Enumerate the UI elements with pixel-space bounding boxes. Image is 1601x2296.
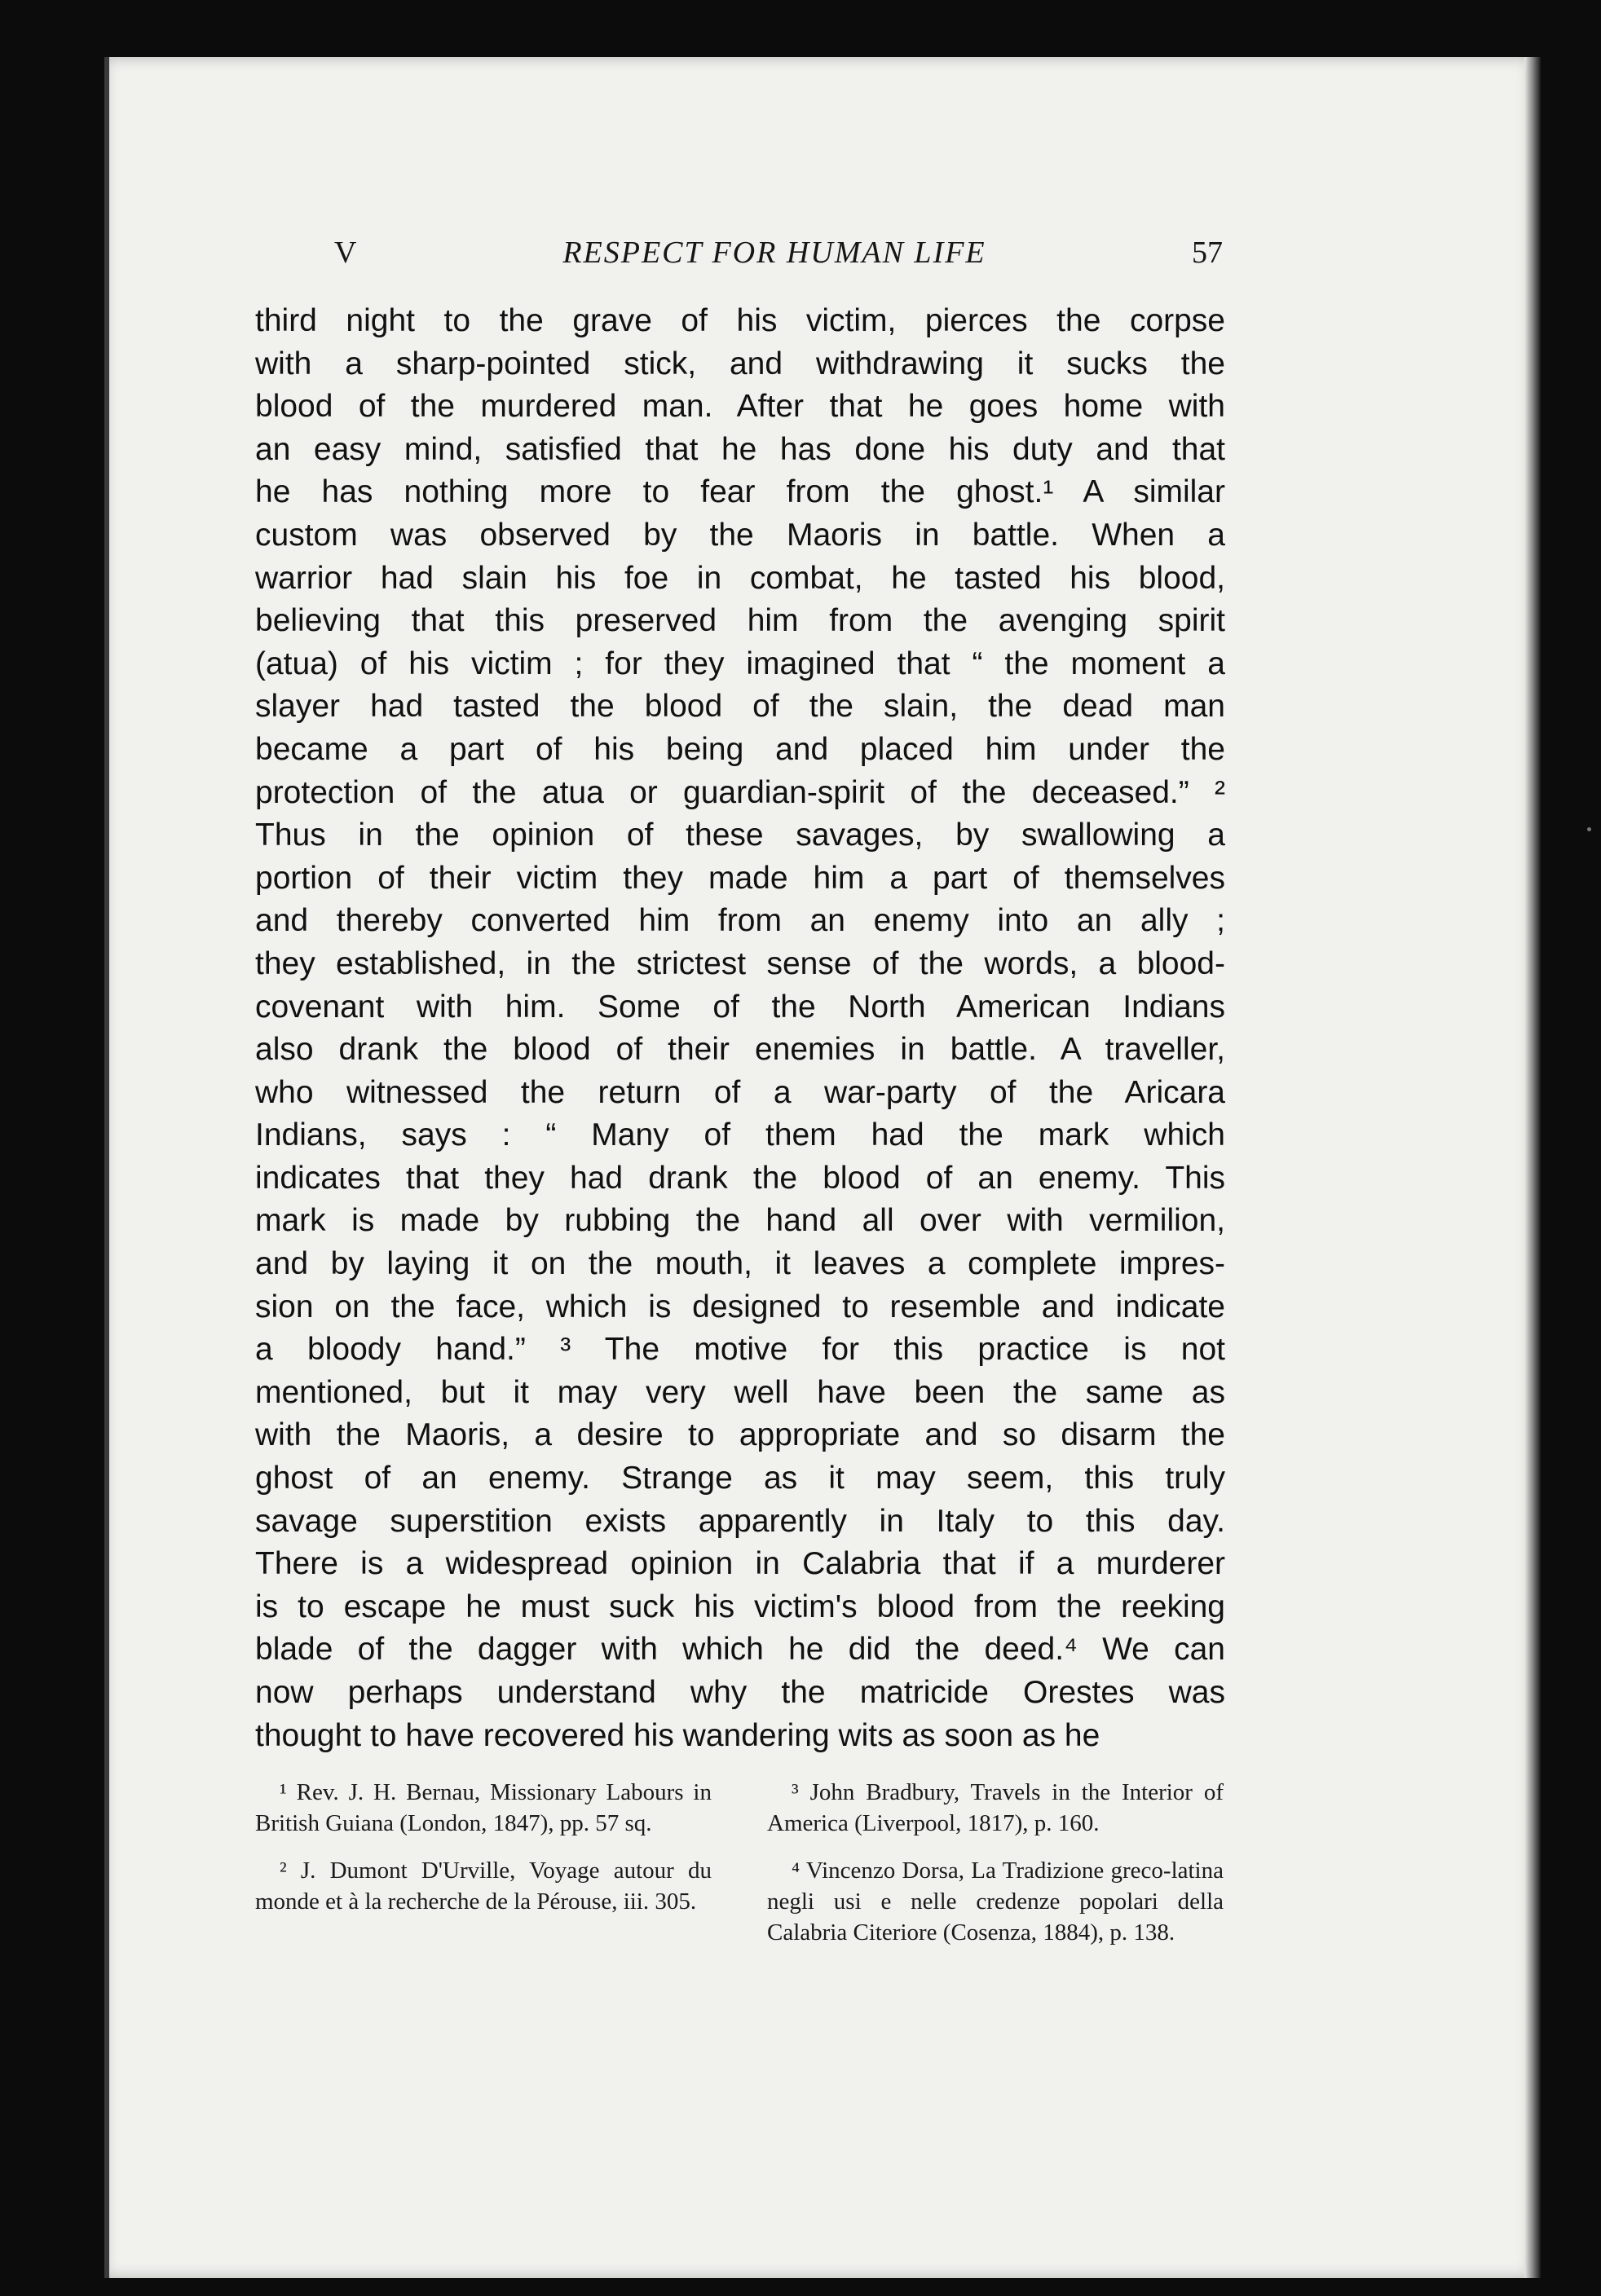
- page-left-edge: [104, 57, 109, 2278]
- scan-speck: [1587, 827, 1591, 831]
- running-header: [326, 235, 1223, 275]
- body-line: now perhaps understand why the matricide Orestes was: [255, 1675, 1225, 1710]
- binding-shadow: [505, 0, 848, 57]
- footnotes-right-column: [767, 1777, 1224, 1964]
- body-line: became a part of his being and placed him under the: [255, 731, 1225, 767]
- body-line: sion on the face, which is designed to resemble and indicate: [255, 1289, 1225, 1324]
- body-line: mark is made by rubbing the hand all over with vermilion,: [255, 1203, 1225, 1239]
- body-line: mentioned, but it may very well have been the same as: [255, 1374, 1225, 1410]
- page-number: 57: [1192, 236, 1223, 270]
- body-line: they established, in the strictest sense of the words, a blood-: [255, 945, 1225, 981]
- body-line: with the Maoris, a desire to appropriate and so disarm the: [255, 1417, 1225, 1453]
- body-line: ghost of an enemy. Strange as it may seem, this truly: [255, 1461, 1225, 1496]
- body-line: (atua) of his victim ; for they imagined that “ the moment a: [255, 646, 1225, 681]
- body-line: blade of the dagger with which he did the deed.⁴ We can: [255, 1632, 1225, 1668]
- body-line: covenant with him. Some of the North American Indians: [255, 989, 1225, 1025]
- body-line: and by laying it on the mouth, it leaves a complete impres-: [255, 1246, 1225, 1282]
- body-line: savage superstition exists apparently in Italy to this day.: [255, 1503, 1225, 1539]
- footnotes-left-column: [255, 1777, 712, 1933]
- body-line: indicates that they had drank the blood of an enemy. This: [255, 1160, 1225, 1196]
- body-line: protection of the atua or guardian-spirit of the deceased.” ²: [255, 774, 1225, 810]
- body-line: thought to have recovered his wandering wits as soon as he: [255, 1717, 1100, 1753]
- body-line: believing that this preserved him from the avenging spirit: [255, 603, 1225, 639]
- body-line: blood of the murdered man. After that he goes home with: [255, 389, 1225, 425]
- body-line: warrior had slain his foe in combat, he tasted his blood,: [255, 560, 1225, 596]
- body-line: custom was observed by the Maoris in battle. When a: [255, 517, 1225, 553]
- body-line: Indians, says : “ Many of them had the mark which: [255, 1117, 1225, 1153]
- body-line: third night to the grave of his victim, pierces the corpse: [255, 303, 1225, 338]
- body-line: is to escape he must suck his victim's blood from the reeking: [255, 1589, 1225, 1624]
- body-line: slayer had tasted the blood of the slain, the dead man: [255, 689, 1225, 725]
- chapter-number: V: [334, 236, 357, 270]
- body-line: an easy mind, satisfied that he has done his duty and that: [255, 431, 1225, 467]
- body-line: he has nothing more to fear from the ghost.¹ A similar: [255, 474, 1225, 510]
- body-line: and thereby converted him from an enemy into an ally ;: [255, 903, 1225, 939]
- body-line: portion of their victim they made him a part of themselves: [255, 860, 1225, 896]
- page-right-edge: [1524, 57, 1541, 2278]
- footnote-4: ⁴ Vincenzo Dorsa, La Tradizione greco-latina negli usi e nelle credenze popolari della Calabria Citeriore (Cosenza, 1884), p. 138.: [767, 1858, 1224, 1946]
- footnote-1: ¹ Rev. J. H. Bernau, Missionary Labours in British Guiana (London, 1847), pp. 57 sq.: [255, 1779, 712, 1836]
- footnote-2: ² J. Dumont D'Urville, Voyage autour du monde et à la recherche de la Pérouse, iii. 305.: [255, 1858, 712, 1915]
- body-text: [255, 300, 1225, 1757]
- body-line: who witnessed the return of a war-party of the Aricara: [255, 1074, 1225, 1110]
- body-line: There is a widespread opinion in Calabria that if a murderer: [255, 1546, 1225, 1582]
- body-line: Thus in the opinion of these savages, by swallowing a: [255, 817, 1225, 853]
- body-line: also drank the blood of their enemies in battle. A traveller,: [255, 1032, 1225, 1068]
- body-line: with a sharp-pointed stick, and withdrawing it sucks the: [255, 346, 1225, 381]
- footnote-3: ³ John Bradbury, Travels in the Interior of America (Liverpool, 1817), p. 160.: [767, 1779, 1224, 1836]
- body-line: a bloody hand.” ³ The motive for this practice is not: [255, 1332, 1225, 1368]
- running-title: RESPECT FOR HUMAN LIFE: [562, 236, 986, 270]
